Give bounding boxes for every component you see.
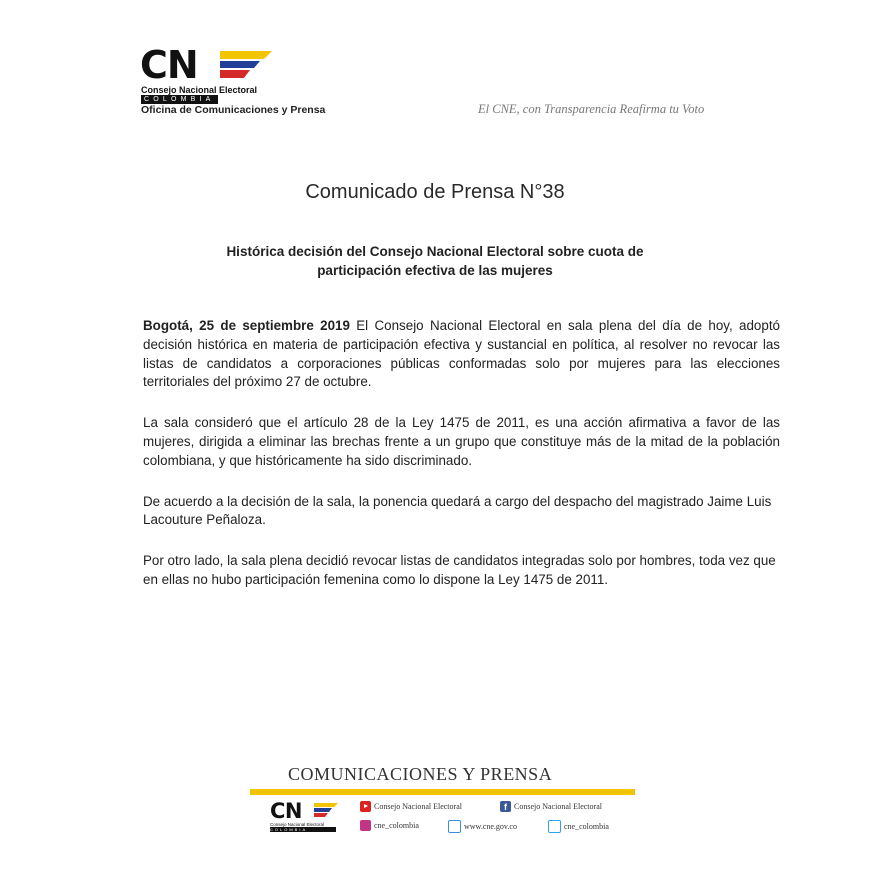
paragraph-1 (143, 317, 780, 392)
logo-subtitle: Consejo Nacional Electoral (141, 85, 258, 95)
body-text (143, 317, 780, 612)
logo-country: COLOMBIA (141, 95, 218, 104)
paragraph-2: La sala consideró que el artículo 28 de la Ley 1475 de 2011, es una acción afirmativa a favor de las mujeres, dirigida a eliminar las brechas frente a un grupo que constituye más de la mitad de la población colombiana, y que históricamente ha sido discriminado. (143, 415, 780, 468)
footer-title: COMUNICACIONES Y PRENSA (288, 764, 553, 784)
page-title: Comunicado de Prensa N°38 (305, 181, 565, 203)
youtube-label: Consejo Nacional Electoral (374, 802, 462, 811)
footer-logo-country: COLOMBIA (270, 827, 336, 832)
twitter-link[interactable] (548, 820, 609, 833)
footer-logo-subtitle: Consejo Nacional Electoral (270, 822, 325, 827)
paragraph-1-text: El Consejo Nacional Electoral en sala plena del día de hoy, adoptó decisión histórica en materia de participación efectiva y sustancial en política, al resolver no revocar las listas de candidatos a corporaciones públicas conformadas solo por mujeres para las elecciones territoriales del próximo 27 de octubre. (143, 318, 780, 390)
twitter-icon (548, 820, 561, 833)
twitter-label: cne_colombia (564, 822, 609, 831)
flag-e-icon (220, 51, 272, 79)
paragraph-3: De acuerdo a la decisión de la sala, la ponencia quedará a cargo del despacho del magistrado Jaime Luis Lacouture Peñaloza. (143, 493, 772, 528)
facebook-link[interactable] (500, 801, 602, 812)
footer-divider (250, 789, 635, 795)
instagram-link[interactable] (360, 820, 419, 831)
instagram-label: cne_colombia (374, 821, 419, 830)
website-label: www.cne.gov.co (464, 822, 517, 831)
dateline: Bogotá, 25 de septiembre 2019 (143, 318, 350, 333)
instagram-icon (360, 820, 371, 831)
youtube-link[interactable] (360, 801, 462, 812)
headline-line-2: participación efectiva de las mujeres (317, 263, 553, 278)
footer-logo-letters: CN (270, 799, 302, 823)
footer-flag-e-icon (314, 803, 338, 817)
headline-line-1: Histórica decisión del Consejo Nacional Electoral sobre cuota de (226, 244, 644, 259)
youtube-icon (360, 801, 371, 812)
slogan: El CNE, con Transparencia Reafirma tu Voto (478, 102, 705, 116)
facebook-icon: f (500, 801, 511, 812)
facebook-label: Consejo Nacional Electoral (514, 802, 602, 811)
footer-logo (270, 800, 340, 834)
globe-icon (448, 820, 461, 833)
logo-letters: CN (140, 43, 198, 87)
paragraph-4: Por otro lado, la sala plena decidió revocar listas de candidatos integradas solo por hombres, toda vez que en ellas no hubo participación femenina como lo dispone la Ley 1475 de 2011. (143, 553, 776, 587)
headline (175, 242, 695, 280)
office-name: Oficina de Comunicaciones y Prensa (141, 104, 326, 116)
website-link[interactable] (448, 820, 517, 833)
